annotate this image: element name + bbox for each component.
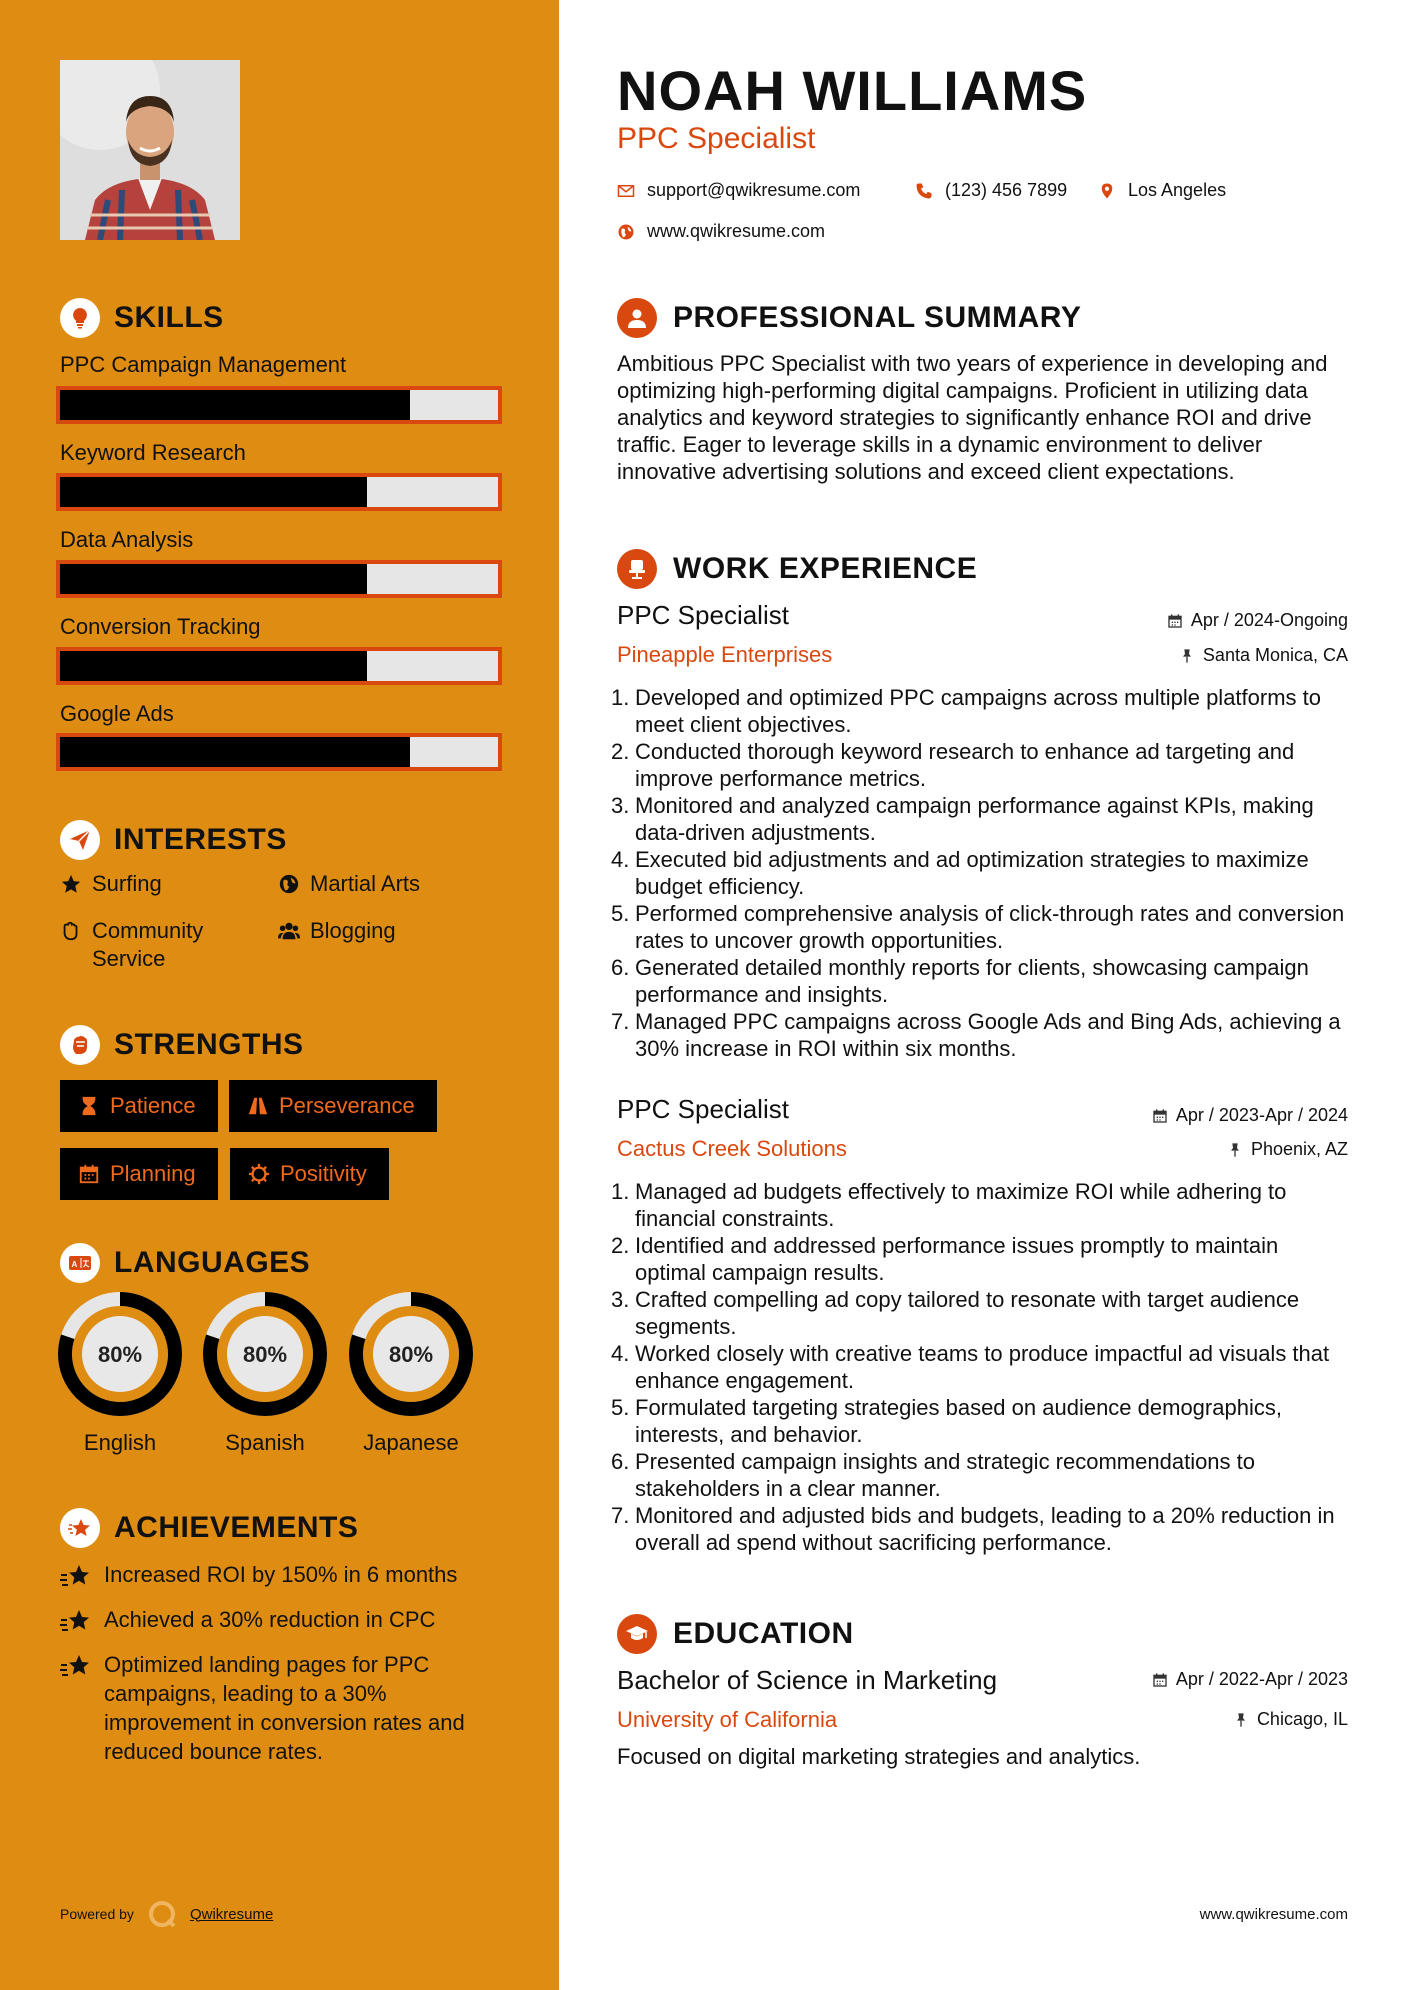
skill-bar	[56, 386, 502, 424]
list-item: 1. Developed and optimized PPC campaigns across multiple platforms to meet client objectives.	[611, 684, 1351, 738]
language-gauge	[58, 1292, 182, 1416]
phone-icon	[915, 182, 933, 200]
user-icon	[617, 298, 657, 338]
list-item: 2. Identified and addressed performance issues promptly to maintain optimal campaign results.	[611, 1232, 1351, 1286]
contact-phone[interactable]	[915, 180, 1067, 201]
job-dates-text: Apr / 2023-Apr / 2024	[1175, 1105, 1348, 1125]
bullet-text: Identified and addressed performance issues promptly to maintain optimal campaign results.	[635, 1233, 1279, 1285]
education-location	[1233, 1709, 1348, 1730]
skill-bar	[56, 733, 502, 771]
language-item	[349, 1292, 473, 1456]
job-dates	[1152, 1105, 1348, 1126]
skill-bar	[56, 473, 502, 511]
contact-email[interactable]	[617, 180, 860, 201]
interest-item	[278, 870, 420, 898]
strength-label: Patience	[110, 1093, 196, 1118]
languages-title: LANGUAGES	[114, 1246, 311, 1279]
language-name: Japanese	[363, 1430, 459, 1455]
skill-bar-fill	[60, 564, 367, 594]
pushpin-icon	[1179, 648, 1195, 664]
language-percent: 80%	[388, 1342, 434, 1367]
graduation-cap-icon	[617, 1614, 657, 1654]
bullet-text: Crafted compelling ad copy tailored to resonate with target audience segments.	[635, 1287, 1300, 1339]
job-dates	[1167, 610, 1348, 631]
website-text: www.qwikresume.com	[647, 221, 826, 241]
list-item: 5. Formulated targeting strategies based on audience demographics, interests, and behavior.	[611, 1394, 1351, 1448]
strength-label: Positivity	[280, 1161, 367, 1186]
map-pin-icon	[1098, 182, 1116, 200]
language-name: English	[83, 1430, 157, 1455]
list-item: 7. Monitored and adjusted bids and budgets, leading to a 20% reduction in overall ad spend without sacrificing performance.	[611, 1502, 1351, 1556]
interest-item	[278, 917, 396, 945]
skill-bar-fill	[60, 737, 410, 767]
strengths-title: STRENGTHS	[114, 1028, 304, 1061]
lightbulb-icon	[60, 298, 100, 338]
job-bullets	[611, 1178, 1351, 1556]
location-text: Los Angeles	[1128, 180, 1227, 200]
candidate-role: PPC Specialist	[617, 122, 816, 155]
bullet-text: Worked closely with creative teams to produce impactful ad visuals that enhance engagement.	[635, 1341, 1330, 1393]
users-icon	[278, 920, 300, 942]
interest-label: Surfing	[92, 871, 162, 896]
email-text: support@qwikresume.com	[647, 180, 861, 200]
job-title: PPC Specialist	[617, 1094, 789, 1124]
job-location-text: Phoenix, AZ	[1250, 1139, 1348, 1159]
strengths-heading	[60, 1025, 304, 1065]
achievement-text: Achieved a 30% reduction in CPC	[104, 1607, 436, 1632]
svg-text:A: A	[71, 1260, 78, 1269]
language-icon	[60, 1243, 100, 1283]
job-title: PPC Specialist	[617, 600, 789, 630]
footer-url[interactable]: www.qwikresume.com	[1199, 1906, 1348, 1923]
experience-title: WORK EXPERIENCE	[673, 552, 978, 585]
bullet-text: Conducted thorough keyword research to enhance ad targeting and improve performance metrics.	[635, 739, 1295, 791]
languages-heading	[60, 1243, 310, 1283]
list-item: 2. Conducted thorough keyword research to enhance ad targeting and improve performance metrics.	[611, 738, 1351, 792]
list-item: 6. Generated detailed monthly reports for clients, showcasing campaign performance and insights.	[611, 954, 1351, 1008]
education-dates-text: Apr / 2022-Apr / 2023	[1175, 1669, 1348, 1689]
language-item	[203, 1292, 327, 1456]
bullet-text: Monitored and analyzed campaign performance against KPIs, making data-driven adjustments.	[635, 793, 1314, 845]
education-title: EDUCATION	[673, 1617, 854, 1650]
globe-icon	[617, 223, 635, 241]
pushpin-icon	[1233, 1712, 1249, 1728]
job-location	[1227, 1139, 1348, 1160]
calendar-icon	[1152, 1672, 1168, 1688]
list-item: 5. Performed comprehensive analysis of click-through rates and conversion rates to uncover growth opportunities.	[611, 900, 1351, 954]
briefcase-chair-icon	[617, 549, 657, 589]
qwikresume-link[interactable]: Qwikresume	[189, 1905, 274, 1923]
calendar-icon	[1167, 613, 1183, 629]
calendar-icon	[1152, 1108, 1168, 1124]
skills-title: SKILLS	[114, 301, 224, 334]
road-icon	[247, 1095, 269, 1117]
envelope-icon	[617, 182, 635, 200]
skill-bar-fill	[60, 390, 410, 420]
skill-bar	[56, 560, 502, 598]
hand-icon	[60, 920, 82, 942]
contact-location	[1098, 180, 1226, 201]
interest-item	[60, 870, 162, 898]
company-name: Pineapple Enterprises	[617, 642, 833, 667]
bullet-text: Managed ad budgets effectively to maximize ROI while adhering to financial constraints.	[635, 1179, 1287, 1231]
fist-icon	[60, 1025, 100, 1065]
education-location-text: Chicago, IL	[1256, 1709, 1348, 1729]
bullet-text: Developed and optimized PPC campaigns across multiple platforms to meet client objectives.	[635, 685, 1321, 737]
achievement-item	[60, 1560, 500, 1591]
education-description: Focused on digital marketing strategies and analytics.	[617, 1744, 1141, 1769]
paper-plane-icon	[60, 820, 100, 860]
achievement-text: Increased ROI by 150% in 6 months	[104, 1562, 458, 1587]
qwikresume-logo-icon	[148, 1900, 176, 1928]
strength-label: Planning	[110, 1161, 196, 1186]
language-item	[58, 1292, 182, 1456]
bullet-text: Generated detailed monthly reports for clients, showcasing campaign performance and insights.	[635, 955, 1309, 1007]
interest-label: Community Service	[92, 918, 204, 971]
achievements-title: ACHIEVEMENTS	[114, 1511, 359, 1544]
contact-website[interactable]	[617, 221, 825, 242]
experience-heading	[617, 549, 977, 589]
interests-title: INTERESTS	[114, 823, 287, 856]
list-item: 1. Managed ad budgets effectively to maximize ROI while adhering to financial constraints.	[611, 1178, 1351, 1232]
language-gauge	[349, 1292, 473, 1416]
hourglass-icon	[78, 1095, 100, 1117]
skill-bar-fill	[60, 651, 367, 681]
strength-label: Perseverance	[279, 1093, 415, 1118]
profile-photo	[60, 60, 240, 240]
job-bullets	[611, 684, 1351, 1062]
strength-badge	[229, 1080, 437, 1132]
sidebar	[0, 0, 559, 1990]
job-dates-text: Apr / 2024-Ongoing	[1190, 610, 1348, 630]
achievement-text: Optimized landing pages for PPC campaigns, leading to a 30% improvement in conversion rates and reduced bounce rates.	[104, 1652, 465, 1764]
skill-bar-fill	[60, 477, 367, 507]
list-item: 3. Crafted compelling ad copy tailored to resonate with target audience segments.	[611, 1286, 1351, 1340]
candidate-name: NOAH WILLIAMS	[617, 59, 1088, 122]
job-location	[1179, 645, 1348, 666]
interest-item	[60, 917, 260, 973]
skill-label: Google Ads	[60, 701, 174, 726]
powered-by	[60, 1900, 273, 1928]
interest-label: Martial Arts	[310, 871, 421, 896]
pushpin-icon	[1227, 1142, 1243, 1158]
language-gauge	[203, 1292, 327, 1416]
education-heading	[617, 1614, 854, 1654]
achievement-item	[60, 1650, 500, 1766]
school-name: University of California	[617, 1707, 838, 1732]
degree-title: Bachelor of Science in Marketing	[617, 1665, 998, 1695]
achievements-heading	[60, 1508, 358, 1548]
bullet-text: Presented campaign insights and strategic recommendations to stakeholders in a clear manner.	[635, 1449, 1256, 1501]
list-item: 3. Monitored and analyzed campaign performance against KPIs, making data-driven adjustments.	[611, 792, 1351, 846]
bullet-text: Executed bid adjustments and ad optimization strategies to maximize budget efficiency.	[635, 847, 1309, 899]
strength-badge	[60, 1080, 218, 1132]
bullet-text: Managed PPC campaigns across Google Ads and Bing Ads, achieving a 30% increase in ROI within six months.	[635, 1009, 1341, 1061]
bullet-text: Formulated targeting strategies based on audience demographics, interests, and behavior.	[635, 1395, 1282, 1447]
bullet-text: Monitored and adjusted bids and budgets, leading to a 20% reduction in overall ad spend without sacrificing performance.	[635, 1503, 1335, 1555]
summary-text: Ambitious PPC Specialist with two years of experience in developing and optimizing high-performing digital campaigns. Proficient in utilizing data analytics and keyword strategies to significantly enhance ROI and drive traffic. Eager to leverage skills in a dynamic environment to deliver innovative advertising solutions and exceed client expectations.	[617, 351, 1328, 484]
skill-label: Conversion Tracking	[60, 614, 261, 639]
language-percent: 80%	[242, 1342, 288, 1367]
shooting-star-icon	[60, 1608, 92, 1636]
interests-heading	[60, 820, 287, 860]
summary-title: PROFESSIONAL SUMMARY	[673, 301, 1082, 334]
achievement-star-icon	[60, 1508, 100, 1548]
calendar-icon	[78, 1163, 100, 1185]
list-item: 6. Presented campaign insights and strategic recommendations to stakeholders in a clear manner.	[611, 1448, 1351, 1502]
job-location-text: Santa Monica, CA	[1202, 645, 1348, 665]
strength-badge	[60, 1148, 218, 1200]
gear-icon	[248, 1163, 270, 1185]
skill-label: Keyword Research	[60, 440, 246, 465]
skill-label: PPC Campaign Management	[60, 352, 347, 377]
interest-label: Blogging	[310, 918, 396, 943]
list-item: 4. Executed bid adjustments and ad optimization strategies to maximize budget efficiency.	[611, 846, 1351, 900]
achievement-item	[60, 1605, 500, 1636]
language-name: Spanish	[225, 1430, 305, 1455]
language-percent: 80%	[97, 1342, 143, 1367]
summary-heading	[617, 298, 1081, 338]
powered-by-label: Powered by	[60, 1906, 134, 1922]
bullet-text: Performed comprehensive analysis of click-through rates and conversion rates to uncover growth opportunities.	[635, 901, 1345, 953]
skill-bar	[56, 647, 502, 685]
skills-heading	[60, 298, 224, 338]
list-item: 4. Worked closely with creative teams to produce impactful ad visuals that enhance engagement.	[611, 1340, 1351, 1394]
education-dates	[1152, 1669, 1348, 1690]
star-icon	[60, 873, 82, 895]
strength-badge	[230, 1148, 389, 1200]
shooting-star-icon	[60, 1653, 92, 1681]
globe-icon	[278, 873, 300, 895]
list-item: 7. Managed PPC campaigns across Google Ads and Bing Ads, achieving a 30% increase in ROI within six months.	[611, 1008, 1351, 1062]
shooting-star-icon	[60, 1563, 92, 1591]
company-name: Cactus Creek Solutions	[617, 1136, 847, 1161]
skill-label: Data Analysis	[60, 527, 194, 552]
phone-text: (123) 456 7899	[945, 180, 1068, 200]
